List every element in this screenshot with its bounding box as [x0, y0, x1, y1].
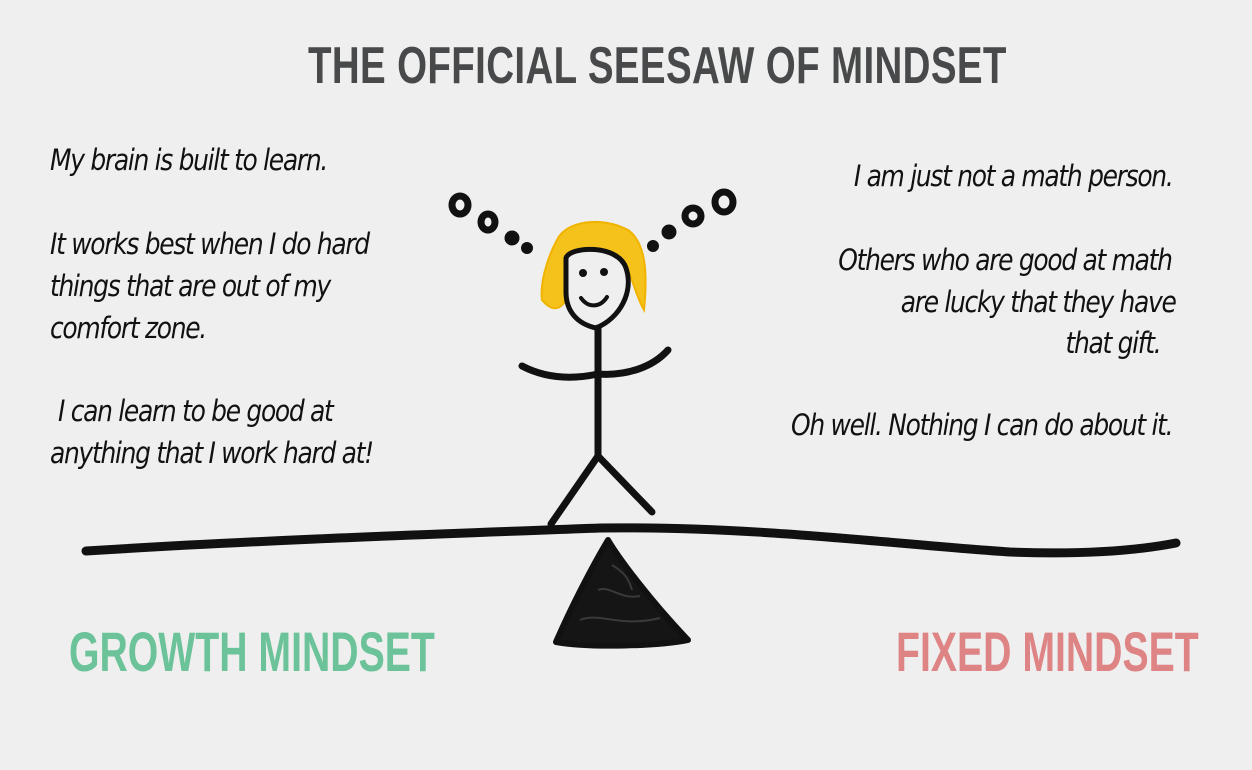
fixed-line-1: I am just not a math person.: [853, 159, 1172, 193]
growth-line-1: My brain is built to learn.: [50, 143, 327, 177]
growth-line-3: things that are out of my: [50, 269, 331, 303]
thought-bubble-right-icon: [651, 192, 734, 249]
fixed-line-5: Oh well. Nothing I can do about it.: [790, 408, 1172, 442]
growth-line-6: anything that I work hard at!: [50, 436, 373, 470]
fixed-mindset-label: FIXED MINDSET: [896, 620, 1199, 683]
growth-line-5: I can learn to be good at: [58, 394, 333, 428]
growth-line-4: comfort zone.: [50, 311, 206, 345]
fixed-line-2: Others who are good at math: [838, 243, 1172, 277]
seesaw-board: [86, 528, 1176, 553]
thought-bubble-left-icon: [452, 196, 530, 251]
seesaw-fulcrum-icon: [556, 540, 688, 646]
fixed-line-4: that gift.: [1065, 326, 1160, 360]
page-title: THE OFFICIAL SEESAW OF MINDSET: [308, 37, 1007, 95]
growth-mindset-label: GROWTH MINDSET: [69, 620, 435, 683]
growth-line-2: It works best when I do hard: [50, 227, 369, 261]
stick-figure-icon: [522, 222, 668, 524]
fixed-line-3: are lucky that they have: [901, 285, 1176, 319]
